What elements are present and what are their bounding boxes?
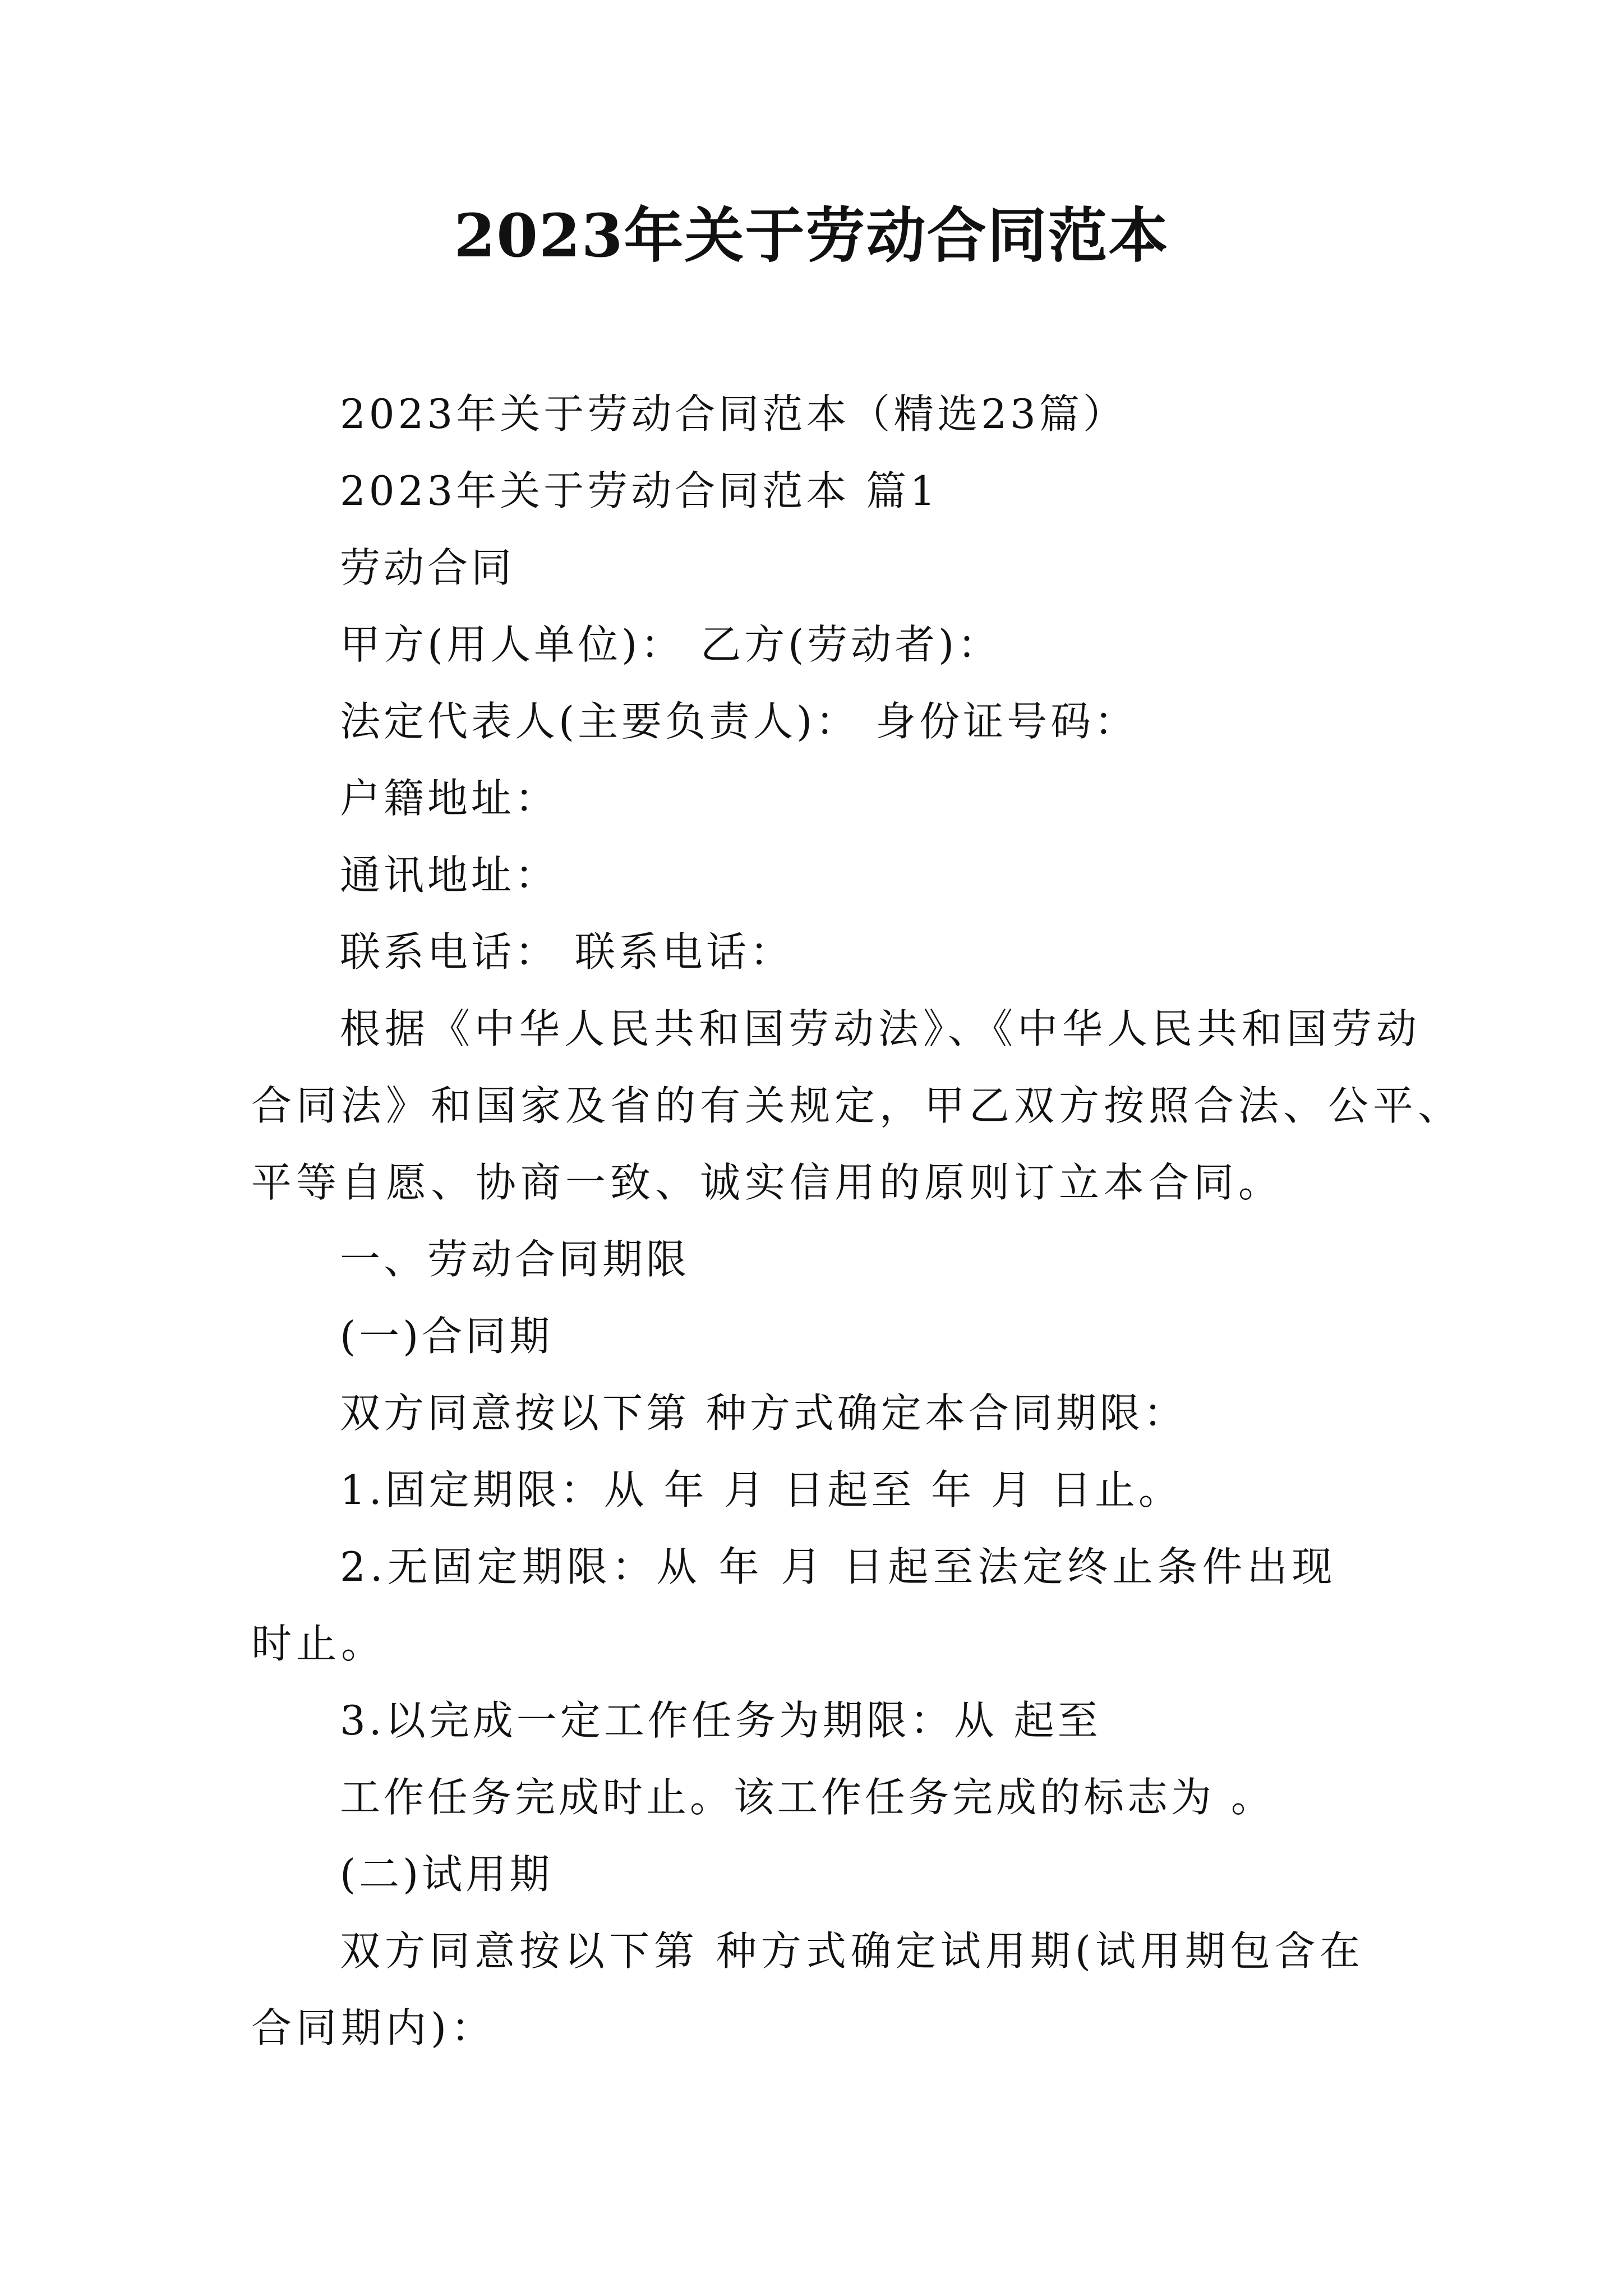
paragraph-line: 通讯地址： bbox=[340, 852, 559, 899]
section-heading: 一、劳动合同期限 bbox=[340, 1236, 690, 1283]
paragraph-line: 甲方(用人单位)： 乙方(劳动者)： bbox=[340, 621, 1002, 668]
paragraph-line: 劳动合同 bbox=[340, 544, 515, 591]
paragraph-line: 合同法》和国家及省的有关规定，甲乙双方按照合法、公平、 bbox=[251, 1082, 1463, 1129]
paragraph-line: 双方同意按以下第 种方式确定本合同期限： bbox=[340, 1389, 1187, 1437]
paragraph-line: 法定代表人(主要负责人)： 身份证号码： bbox=[340, 698, 1138, 745]
paragraph-line: 合同期内)： bbox=[251, 2004, 496, 2051]
subsection-heading: (一)合同期 bbox=[340, 1313, 554, 1360]
paragraph-line: 1.固定期限：从 年 月 日起至 年 月 日止。 bbox=[340, 1466, 1183, 1513]
paragraph-line: 时止。 bbox=[251, 1620, 386, 1667]
subsection-heading: (二)试用期 bbox=[340, 1851, 554, 1898]
document-body bbox=[251, 376, 1463, 2067]
paragraph-line: 工作任务完成时止。该工作任务完成的标志为 。 bbox=[340, 1774, 1275, 1821]
paragraph-line: 根据《中华人民共和国劳动法》、《中华人民共和国劳动 bbox=[340, 1005, 1422, 1052]
paragraph-line: 2023年关于劳动合同范本 篇1 bbox=[340, 467, 939, 514]
paragraph-line: 联系电话： 联系电话： bbox=[340, 928, 794, 976]
paragraph-line: 双方同意按以下第 种方式确定试用期(试用期包含在 bbox=[340, 1927, 1364, 1975]
document-title: 2023年关于劳动合同范本 bbox=[454, 200, 1169, 270]
paragraph-line: 2023年关于劳动合同范本（精选23篇） bbox=[340, 390, 1127, 438]
paragraph-line: 3.以完成一定工作任务为期限：从 起至 bbox=[340, 1697, 1101, 1744]
paragraph-line: 平等自愿、协商一致、诚实信用的原则订立本合同。 bbox=[251, 1159, 1284, 1206]
paragraph-line: 2.无固定期限：从 年 月 日起至法定终止条件出现 bbox=[340, 1543, 1337, 1590]
paragraph-line: 户籍地址： bbox=[340, 775, 559, 822]
